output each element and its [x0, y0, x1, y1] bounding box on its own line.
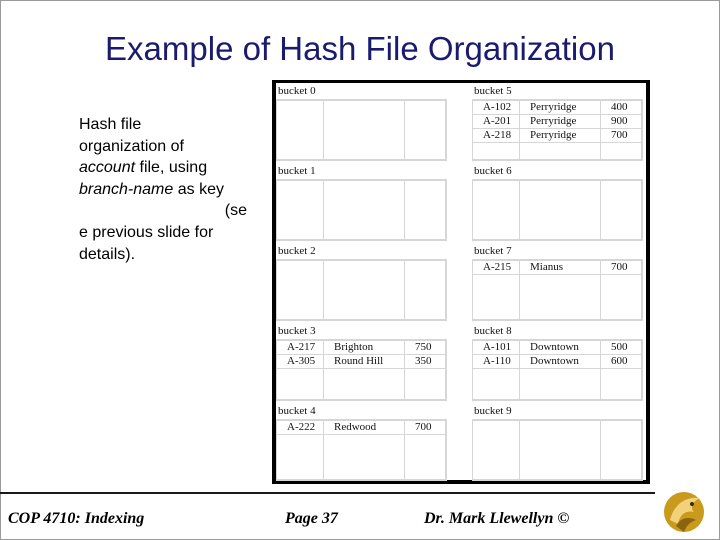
bucket-record — [473, 115, 642, 128]
description-line — [79, 136, 247, 158]
bucket-label: bucket 0 — [278, 85, 316, 97]
bucket-free-space — [473, 275, 642, 319]
bucket-block — [276, 339, 447, 401]
bucket-free-space — [277, 369, 446, 399]
empty-slot — [520, 181, 600, 239]
empty-slot — [601, 143, 641, 159]
bucket-record — [473, 355, 642, 368]
empty-slot — [277, 435, 323, 479]
record-branch: Downtown — [520, 341, 600, 354]
record-branch: Perryridge — [520, 129, 600, 142]
bucket-4 — [276, 405, 447, 481]
bucket-free-space — [473, 143, 642, 159]
record-balance: 700 — [601, 129, 641, 142]
record-branch: Brighton — [324, 341, 404, 354]
empty-slot — [520, 143, 600, 159]
empty-slot — [324, 435, 404, 479]
record-account: A-101 — [473, 341, 519, 354]
empty-slot — [324, 261, 404, 319]
record-balance: 750 — [405, 341, 445, 354]
bucket-block — [472, 339, 643, 401]
record-branch: Round Hill — [324, 355, 404, 368]
empty-slot — [277, 261, 323, 319]
bucket-free-space — [473, 181, 642, 239]
empty-slot — [324, 369, 404, 399]
empty-slot — [520, 369, 600, 399]
record-balance: 700 — [601, 261, 641, 274]
bucket-3 — [276, 325, 447, 401]
bucket-label: bucket 1 — [278, 165, 316, 177]
bucket-label: bucket 9 — [474, 405, 512, 417]
empty-slot — [405, 261, 445, 319]
record-branch: Redwood — [324, 421, 404, 434]
bucket-block — [276, 179, 447, 241]
bucket-record — [473, 101, 642, 114]
bucket-label: bucket 8 — [474, 325, 512, 337]
bucket-8 — [472, 325, 643, 401]
record-branch: Mianus — [520, 261, 600, 274]
footer-course: COP 4710: Indexing — [8, 510, 145, 527]
empty-slot — [601, 275, 641, 319]
bucket-record — [277, 341, 446, 354]
bucket-free-space — [277, 435, 446, 479]
empty-slot — [473, 181, 519, 239]
record-branch: Downtown — [520, 355, 600, 368]
hash-file-figure-body — [276, 83, 646, 480]
empty-slot — [277, 369, 323, 399]
description-text: details). — [79, 245, 136, 263]
bucket-block — [276, 259, 447, 321]
bucket-record — [277, 421, 446, 434]
footer-author: Dr. Mark Llewellyn © — [424, 510, 570, 527]
record-balance: 600 — [601, 355, 641, 368]
record-branch: Perryridge — [520, 101, 600, 114]
empty-slot — [473, 275, 519, 319]
empty-slot — [601, 421, 641, 479]
footer-page-number: Page 37 — [285, 510, 338, 527]
slide-title: Example of Hash File Organization — [105, 30, 615, 67]
empty-slot — [473, 369, 519, 399]
description-line — [79, 200, 247, 222]
empty-slot — [277, 101, 323, 159]
empty-slot — [520, 275, 600, 319]
bucket-record — [473, 341, 642, 354]
bucket-free-space — [277, 181, 446, 239]
bucket-record — [473, 261, 642, 274]
description-text: (se — [224, 202, 247, 220]
bucket-label: bucket 5 — [474, 85, 512, 97]
footer-divider — [0, 492, 655, 494]
bucket-block — [472, 179, 643, 241]
empty-slot — [405, 369, 445, 399]
description-text: as key — [173, 180, 224, 198]
bucket-free-space — [277, 261, 446, 319]
description-line — [79, 157, 247, 179]
bucket-label: bucket 2 — [278, 245, 316, 257]
empty-slot — [405, 435, 445, 479]
bucket-label: bucket 7 — [474, 245, 512, 257]
record-account: A-218 — [473, 129, 519, 142]
description-line — [79, 114, 247, 136]
bucket-block — [276, 419, 447, 481]
record-balance: 900 — [601, 115, 641, 128]
hash-file-figure — [272, 80, 650, 484]
empty-slot — [601, 181, 641, 239]
record-balance: 500 — [601, 341, 641, 354]
empty-slot — [601, 369, 641, 399]
description-line — [79, 179, 247, 201]
record-account: A-217 — [277, 341, 323, 354]
ucf-pegasus-logo — [656, 482, 708, 538]
record-account: A-110 — [473, 355, 519, 368]
description-text: file, using — [135, 159, 208, 177]
empty-slot — [277, 181, 323, 239]
description-text: organization of — [79, 137, 184, 155]
slide-description — [79, 114, 247, 265]
empty-slot — [405, 181, 445, 239]
empty-slot — [473, 143, 519, 159]
bucket-label: bucket 3 — [278, 325, 316, 337]
record-account: A-201 — [473, 115, 519, 128]
record-account: A-305 — [277, 355, 323, 368]
bucket-block — [472, 259, 643, 321]
record-balance: 700 — [405, 421, 445, 434]
bucket-record — [473, 129, 642, 142]
bucket-9 — [472, 405, 643, 481]
bucket-block — [276, 99, 447, 161]
empty-slot — [324, 101, 404, 159]
bucket-block — [472, 419, 643, 481]
empty-slot — [520, 421, 600, 479]
empty-slot — [324, 181, 404, 239]
bucket-1 — [276, 165, 447, 241]
record-account: A-215 — [473, 261, 519, 274]
bucket-free-space — [473, 369, 642, 399]
description-line — [79, 222, 247, 244]
record-balance: 350 — [405, 355, 445, 368]
bucket-2 — [276, 245, 447, 321]
record-account: A-102 — [473, 101, 519, 114]
record-balance: 400 — [601, 101, 641, 114]
empty-slot — [473, 421, 519, 479]
bucket-record — [277, 355, 446, 368]
bucket-6 — [472, 165, 643, 241]
description-emphasis: branch-name — [79, 180, 174, 198]
bucket-7 — [472, 245, 643, 321]
bucket-block — [472, 99, 643, 161]
record-account: A-222 — [277, 421, 323, 434]
empty-slot — [405, 101, 445, 159]
description-text: e previous slide for — [79, 223, 214, 241]
bucket-5 — [472, 85, 643, 161]
bucket-label: bucket 4 — [278, 405, 316, 417]
bucket-free-space — [473, 421, 642, 479]
description-line — [79, 244, 247, 266]
record-branch: Perryridge — [520, 115, 600, 128]
bucket-0 — [276, 85, 447, 161]
bucket-free-space — [277, 101, 446, 159]
bucket-label: bucket 6 — [474, 165, 512, 177]
description-text: Hash file — [79, 116, 142, 133]
description-emphasis: account — [79, 159, 136, 177]
